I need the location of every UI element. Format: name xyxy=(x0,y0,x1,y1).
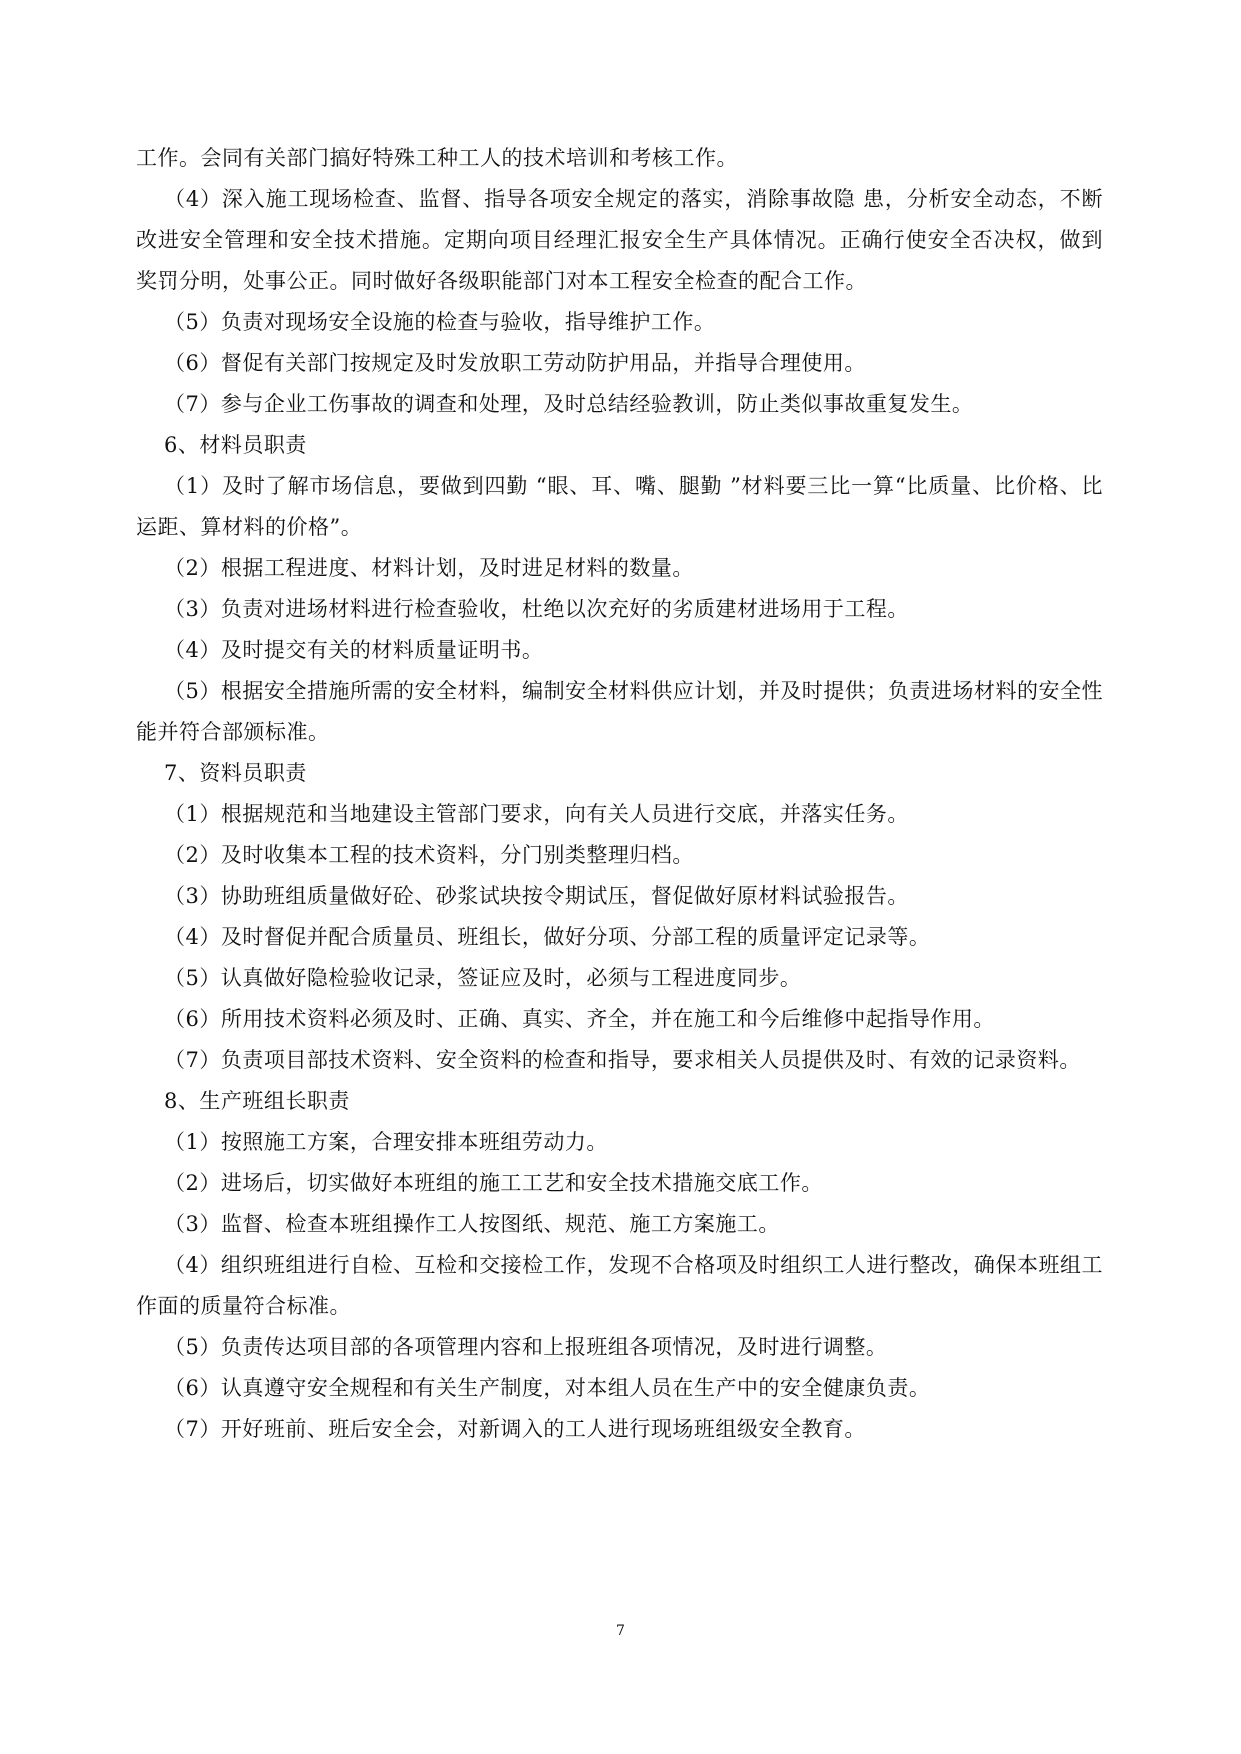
document-body xyxy=(136,138,1103,1450)
team-leader-duty-item-2: （2）进场后，切实做好本班组的施工工艺和安全技术措施交底工作。 xyxy=(164,1171,823,1195)
team-leader-duty-item-4: （4）组织班组进行自检、互检和交接检工作，发现不合格项及时组织工人进行整改，确保本班组工作面的质量符合标准。 xyxy=(136,1253,1103,1318)
safety-duty-item-6: （6）督促有关部门按规定及时发放职工劳动防护用品，并指导合理使用。 xyxy=(164,351,866,375)
paragraph-continuation: 工作。会同有关部门搞好特殊工种工人的技术培训和考核工作。 xyxy=(136,146,738,170)
records-duty-item-4: （4）及时督促并配合质量员、班组长，做好分项、分部工程的质量评定记录等。 xyxy=(164,925,931,949)
section-heading-materials: 6、材料员职责 xyxy=(164,433,307,457)
records-duty-item-2: （2）及时收集本工程的技术资料，分门别类整理归档。 xyxy=(164,843,694,867)
team-leader-duty-item-3: （3）监督、检查本班组操作工人按图纸、规范、施工方案施工。 xyxy=(164,1212,780,1236)
records-duty-item-1: （1）根据规范和当地建设主管部门要求，向有关人员进行交底，并落实任务。 xyxy=(164,802,909,826)
materials-duty-item-3: （3）负责对进场材料进行检查验收，杜绝以次充好的劣质建材进场用于工程。 xyxy=(164,597,909,621)
materials-duty-item-5: （5）根据安全措施所需的安全材料，编制安全材料供应计划，并及时提供；负责进场材料的安全性能并符合部颁标准。 xyxy=(136,679,1103,744)
safety-duty-item-7: （7）参与企业工伤事故的调查和处理，及时总结经验教训，防止类似事故重复发生。 xyxy=(164,392,974,416)
section-heading-records: 7、资料员职责 xyxy=(164,761,307,785)
team-leader-duty-item-6: （6）认真遵守安全规程和有关生产制度，对本组人员在生产中的安全健康负责。 xyxy=(164,1376,931,1400)
materials-duty-item-1: （1）及时了解市场信息，要做到四勤 “眼、耳、嘴、腿勤 ”材料要三比一算“比质量、比价格、比运距、算材料的价格”。 xyxy=(136,474,1103,539)
team-leader-duty-item-1: （1）按照施工方案，合理安排本班组劳动力。 xyxy=(164,1130,608,1154)
safety-duty-item-4: （4）深入施工现场检查、监督、指导各项安全规定的落实，消除事故隐 患，分析安全动态，不断改进安全管理和安全技术措施。定期向项目经理汇报安全生产具体情况。正确行使安全否决权，做到奖罚分明，处事公正。同时做好各级职能部门对本工程安全检查的配合工作。 xyxy=(136,187,1103,293)
team-leader-duty-item-5: （5）负责传达项目部的各项管理内容和上报班组各项情况，及时进行调整。 xyxy=(164,1335,888,1359)
records-duty-item-5: （5）认真做好隐检验收记录，签证应及时，必须与工程进度同步。 xyxy=(164,966,802,990)
section-heading-team-leader: 8、生产班组长职责 xyxy=(164,1089,350,1113)
records-duty-item-3: （3）协助班组质量做好砼、砂浆试块按令期试压，督促做好原材料试验报告。 xyxy=(164,884,909,908)
team-leader-duty-item-7: （7）开好班前、班后安全会，对新调入的工人进行现场班组级安全教育。 xyxy=(164,1417,866,1441)
page-number: 7 xyxy=(616,1623,625,1639)
safety-duty-item-5: （5）负责对现场安全设施的检查与验收，指导维护工作。 xyxy=(164,310,716,334)
materials-duty-item-4: （4）及时提交有关的材料质量证明书。 xyxy=(164,638,544,662)
records-duty-item-7: （7）负责项目部技术资料、安全资料的检查和指导，要求相关人员提供及时、有效的记录资料。 xyxy=(164,1048,1081,1072)
records-duty-item-6: （6）所用技术资料必须及时、正确、真实、齐全，并在施工和今后维修中起指导作用。 xyxy=(164,1007,995,1031)
materials-duty-item-2: （2）根据工程进度、材料计划，及时进足材料的数量。 xyxy=(164,556,694,580)
